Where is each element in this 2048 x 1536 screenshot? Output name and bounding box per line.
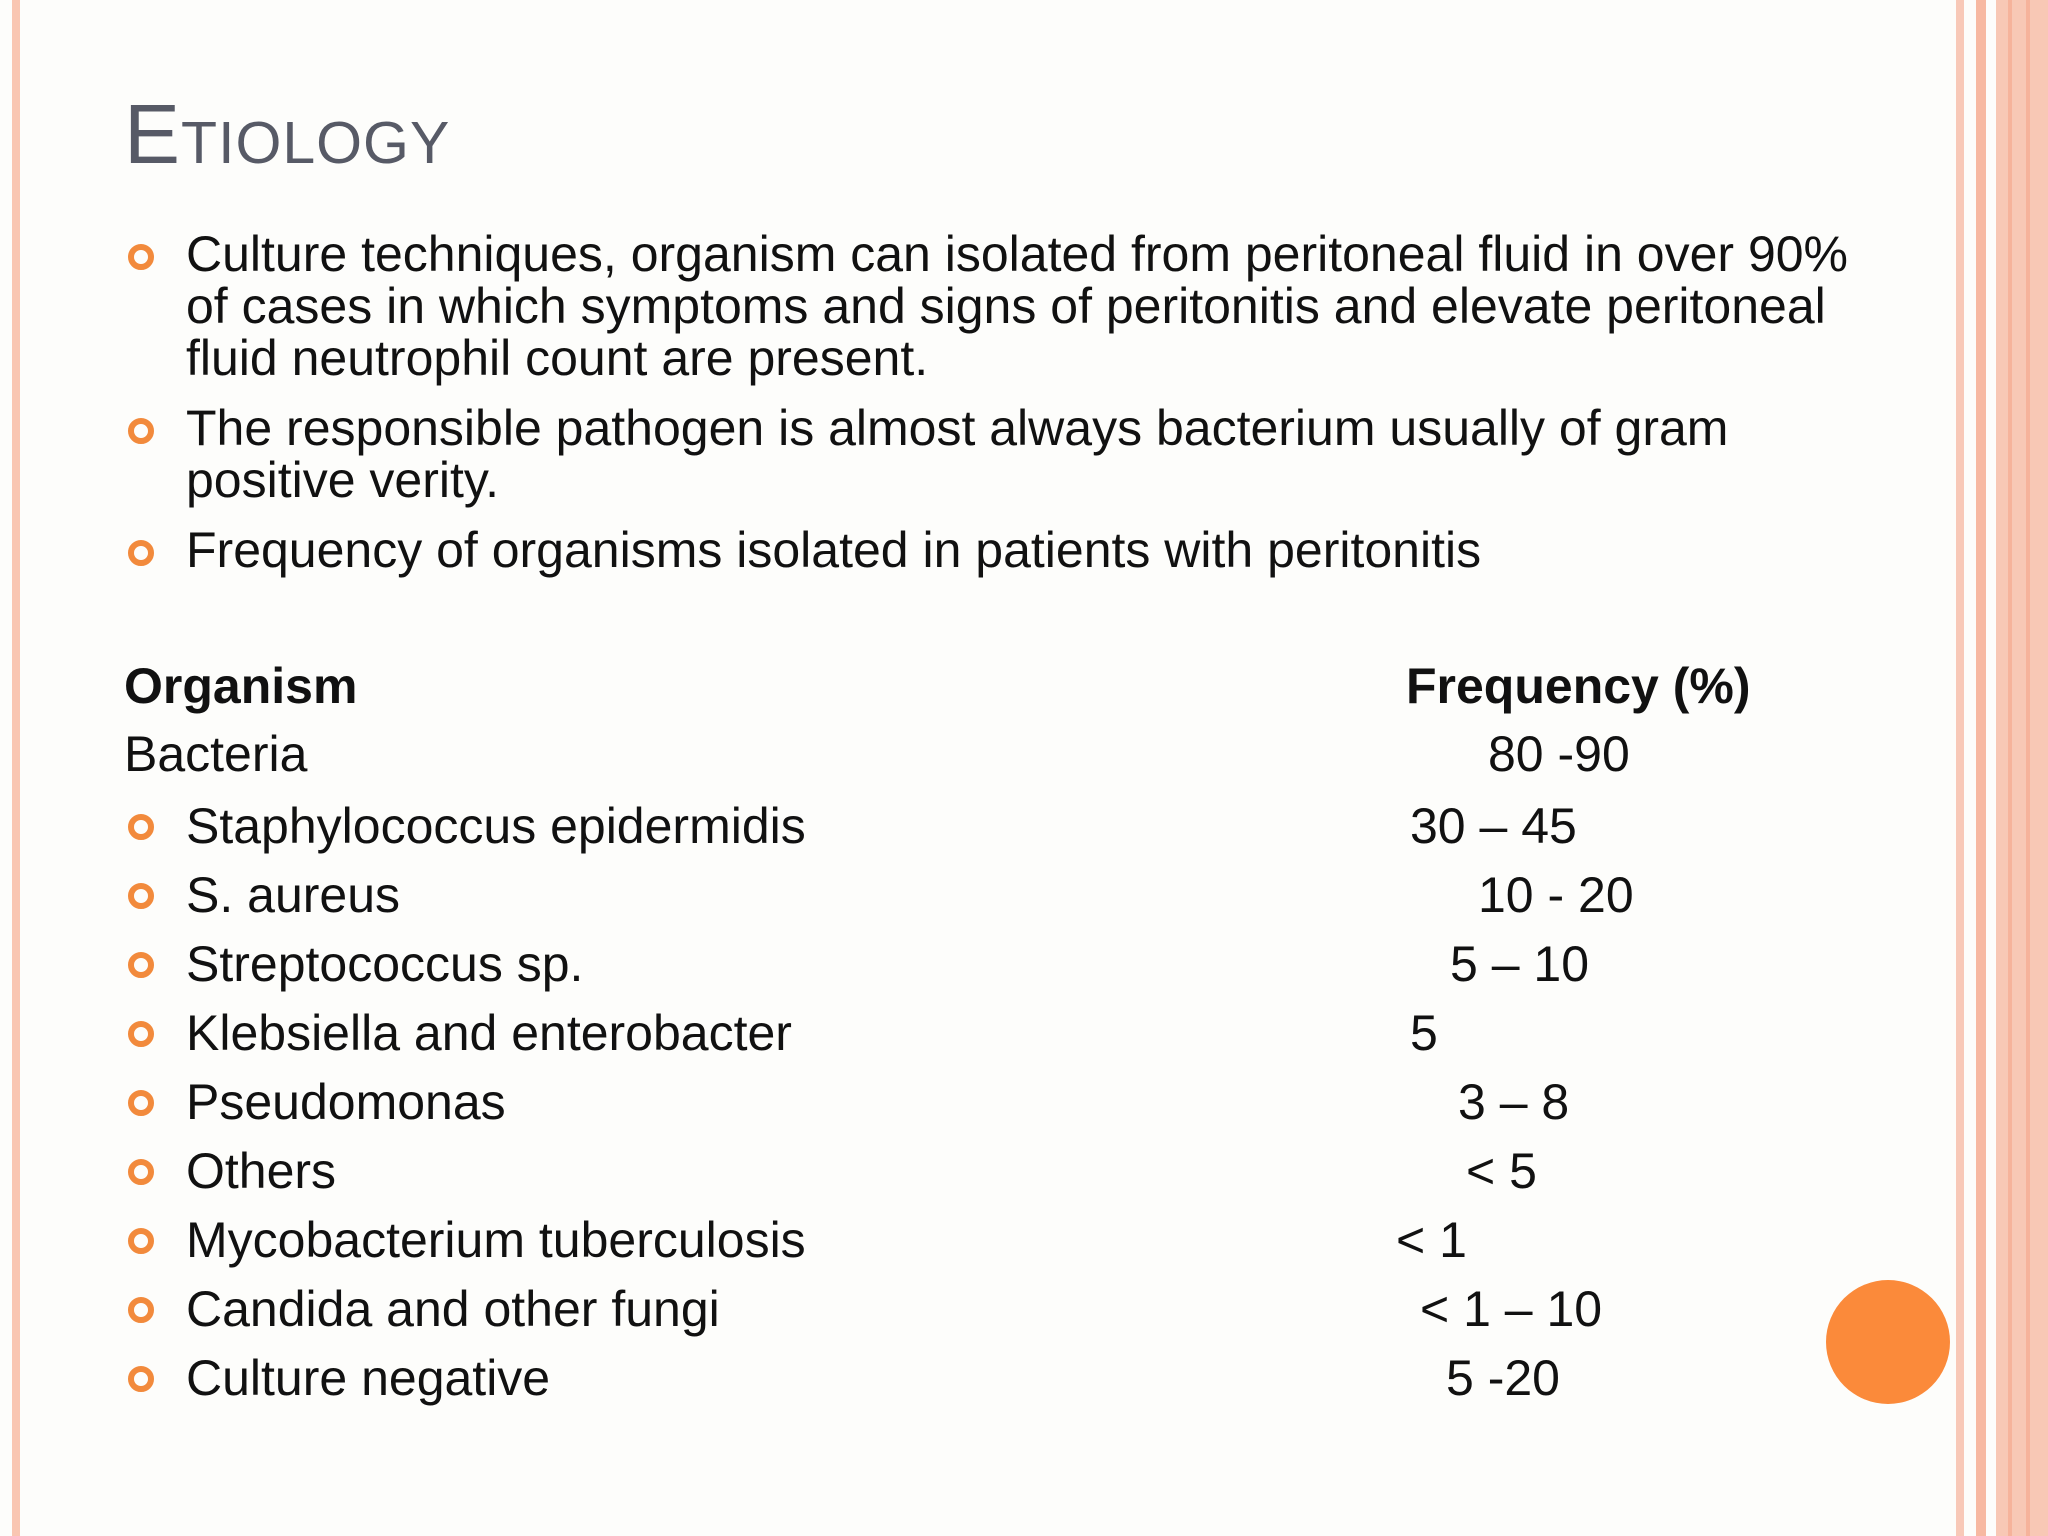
group-name: Bacteria bbox=[124, 726, 308, 782]
right-border-band bbox=[1996, 0, 2048, 1536]
bullet-text: Culture techniques, organism can isolated from peritoneal fluid in over 90% of cases in which symptoms and signs of peritonitis and elevate peritoneal fluid neutrophil count are present. bbox=[186, 226, 1849, 386]
bullet-ring-icon bbox=[128, 244, 154, 270]
table-row bbox=[124, 930, 1724, 999]
bullet-text: The responsible pathogen is almost always bacterium usually of gram positive verity. bbox=[186, 400, 1729, 508]
organism-table-rows bbox=[124, 792, 1724, 1413]
organism-frequency: 10 - 20 bbox=[1478, 867, 1634, 923]
table-row bbox=[124, 999, 1724, 1068]
table-row bbox=[124, 861, 1724, 930]
table-row bbox=[124, 1275, 1724, 1344]
organism-name: Mycobacterium tuberculosis bbox=[186, 1212, 806, 1268]
bullet-ring-icon bbox=[128, 540, 154, 566]
organism-frequency: 30 – 45 bbox=[1410, 798, 1577, 854]
bullet-ring-icon bbox=[128, 1159, 154, 1185]
bullet-item bbox=[124, 524, 1884, 576]
organism-name: Streptococcus sp. bbox=[186, 936, 584, 992]
organism-frequency: < 1 bbox=[1396, 1212, 1467, 1268]
bullet-item bbox=[124, 402, 1884, 506]
table-row bbox=[124, 1137, 1724, 1206]
table-header-organism: Organism bbox=[124, 658, 358, 714]
organism-frequency: 5 – 10 bbox=[1450, 936, 1590, 992]
table-row bbox=[124, 1206, 1724, 1275]
right-border-line-1 bbox=[1956, 0, 1964, 1536]
bullet-ring-icon bbox=[128, 1366, 154, 1392]
table-row bbox=[124, 1068, 1724, 1137]
table-row bbox=[124, 1344, 1724, 1413]
bullet-ring-icon bbox=[128, 418, 154, 444]
organism-name: S. aureus bbox=[186, 867, 401, 923]
group-frequency: 80 -90 bbox=[1488, 726, 1630, 782]
organism-frequency: 5 -20 bbox=[1446, 1350, 1560, 1406]
organism-frequency: < 1 – 10 bbox=[1420, 1281, 1603, 1337]
bullet-ring-icon bbox=[128, 814, 154, 840]
bullet-list bbox=[124, 228, 1884, 594]
organism-name: Others bbox=[186, 1143, 337, 1199]
bullet-ring-icon bbox=[128, 1297, 154, 1323]
organism-name: Klebsiella and enterobacter bbox=[186, 1005, 792, 1061]
bullet-ring-icon bbox=[128, 1090, 154, 1116]
left-border-line bbox=[12, 0, 20, 1536]
organism-frequency: 3 – 8 bbox=[1458, 1074, 1570, 1130]
bullet-ring-icon bbox=[128, 1021, 154, 1047]
table-header-frequency: Frequency (%) bbox=[1406, 658, 1751, 714]
organism-name: Pseudomonas bbox=[186, 1074, 506, 1130]
bullet-text: Frequency of organisms isolated in patients with peritonitis bbox=[186, 522, 1482, 578]
right-border-stripe-1 bbox=[2008, 0, 2012, 1536]
table-group-row bbox=[124, 724, 1724, 788]
organism-name: Candida and other fungi bbox=[186, 1281, 720, 1337]
bullet-ring-icon bbox=[128, 883, 154, 909]
slide-title: Etiology bbox=[124, 87, 451, 181]
right-border-line-2 bbox=[1976, 0, 1986, 1536]
organism-name: Staphylococcus epidermidis bbox=[186, 798, 806, 854]
organism-frequency: < 5 bbox=[1466, 1143, 1537, 1199]
right-border-stripe-2 bbox=[2026, 0, 2030, 1536]
decorative-orange-circle bbox=[1826, 1280, 1950, 1404]
organism-name: Culture negative bbox=[186, 1350, 551, 1406]
table-row bbox=[124, 792, 1724, 861]
bullet-item bbox=[124, 228, 1884, 384]
bullet-ring-icon bbox=[128, 952, 154, 978]
organism-frequency: 5 bbox=[1410, 1005, 1438, 1061]
bullet-ring-icon bbox=[128, 1228, 154, 1254]
